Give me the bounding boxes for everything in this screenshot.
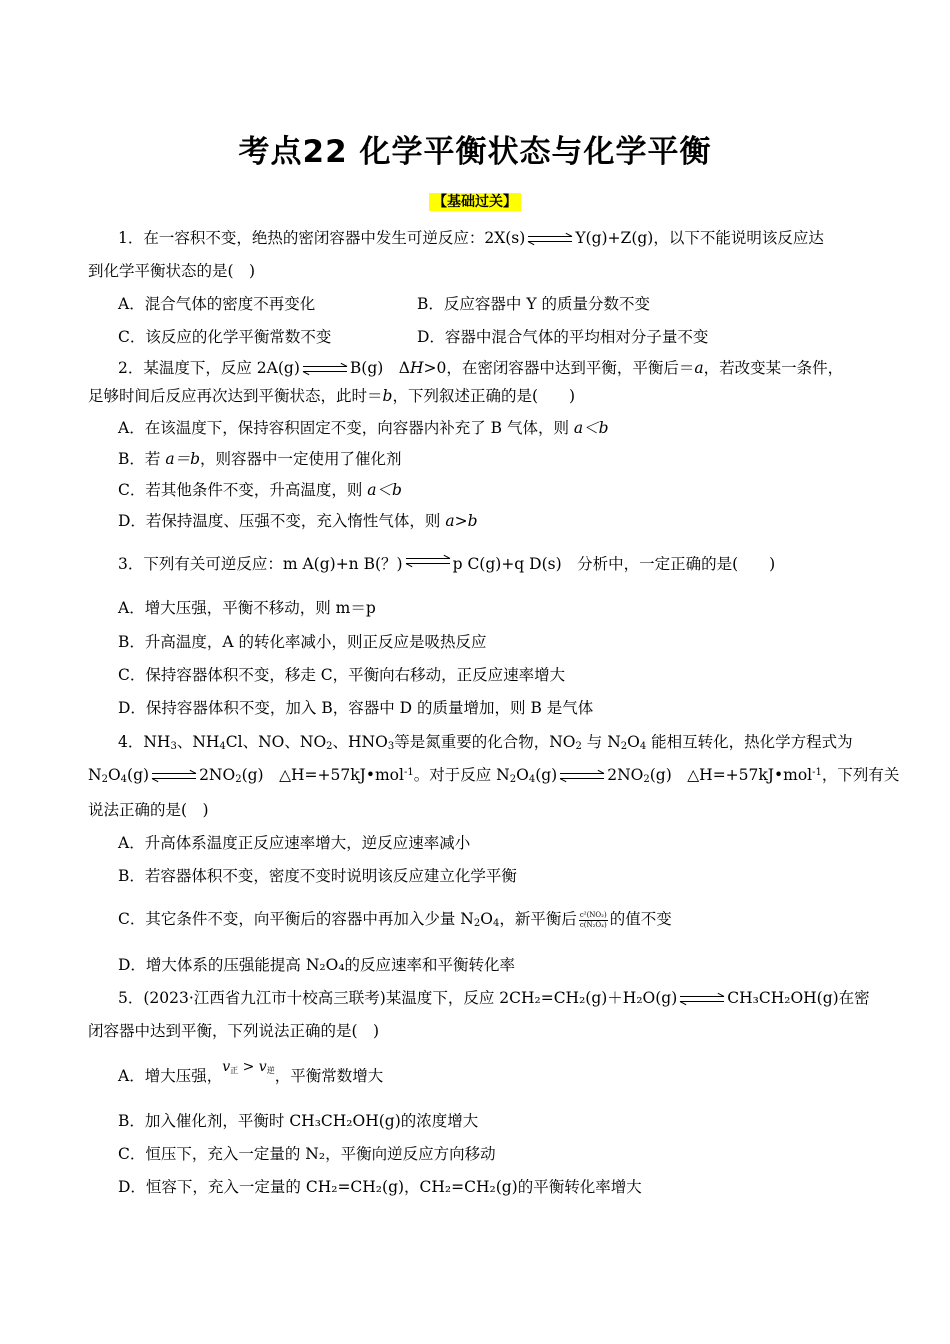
equilibrium-arrow-icon (560, 770, 604, 782)
q1-stem-cont: 到化学平衡状态的是( ) (88, 262, 256, 280)
q1-option-a: A．混合气体的密度不再变化 (118, 295, 316, 313)
section-label: 【基础过关】 (0, 191, 950, 211)
q5-option-c: C．恒压下，充入一定量的 N₂，平衡向逆反应方向移动 (118, 1145, 496, 1163)
equilibrium-arrow-icon (406, 555, 450, 567)
q2-option-b: B．若 a＝b，则容器中一定使用了催化剂 (118, 450, 402, 468)
q5-option-d: D．恒容下，充入一定量的 CH₂=CH₂(g)，CH₂=CH₂(g)的平衡转化率增大 (118, 1178, 642, 1196)
q2-option-d: D．若保持温度、压强不变，充入惰性气体，则 a>b (118, 512, 478, 530)
q3-option-d: D．保持容器体积不变，加入 B，容器中 D 的质量增加，则 B 是气体 (118, 699, 594, 717)
q2-stem-cont: 足够时间后反应再次达到平衡状态，此时＝b，下列叙述正确的是( ) (88, 387, 576, 405)
equilibrium-arrow-icon (528, 233, 572, 245)
q4-stem-cont: 说法正确的是( ) (88, 801, 209, 819)
q5-option-b: B．加入催化剂，平衡时 CH₃CH₂OH(g)的浓度增大 (118, 1112, 479, 1130)
q4-equation-line: $N_2O_4(g)$ $2NO_2(g)$ △H=+57kJ•mol$^{-1}$。对于反应 $N_2O_4(g)$ $2NO_2(g)$ △H=+57kJ•mol$^{-1}$，下列有关 (88, 766, 900, 785)
q4-stem: 4．$NH_3$、$NH_4Cl$、NO、$NO_2$、$HNO_3$等是氮重要的化合物，$NO_2$ 与 $N_2O_4$ 能相互转化，热化学方程式为 (118, 733, 853, 752)
q4-option-c: C．其它条件不变，向平衡后的容器中再加入少量 $N_2O_4$，新平衡后 $\frac{\text{c²(NO₂)}}{\text{c(N₂O₄)}}$ 的值不变 (118, 910, 672, 929)
rate-comparison: $v_正 > v_逆$ (222, 1059, 275, 1075)
q1-option-b: B．反应容器中 Y 的质量分数不变 (417, 295, 650, 313)
q3-option-c: C．保持容器体积不变，移走 C，平衡向右移动，正反应速率增大 (118, 666, 566, 684)
equilibrium-arrow-icon (152, 770, 196, 782)
concentration-ratio-fraction: $\frac{\text{c²(NO₂)}}{\text{c(N₂O₄)}}$ (579, 910, 607, 929)
q2-option-c: C．若其他条件不变，升高温度，则 a＜b (118, 481, 402, 499)
equilibrium-arrow-icon (680, 993, 724, 1005)
q5-stem: 5．(2023·江西省九江市十校高三联考)某温度下，反应 2CH₂=CH₂(g)＋H₂O(g) CH₃CH₂OH(g)在密 (118, 989, 870, 1007)
q4-option-b: B．若容器体积不变，密度不变时说明该反应建立化学平衡 (118, 867, 517, 885)
q2-stem: 2．某温度下，反应 2A(g) B(g) ΔH>0，在密闭容器中达到平衡，平衡后＝a，若改变某一条件， (118, 359, 844, 377)
q1-option-c: C．该反应的化学平衡常数不变 (118, 328, 332, 346)
q4-option-a: A．升高体系温度正反应速率增大，逆反应速率减小 (118, 834, 471, 852)
page-title: 考点22 化学平衡状态与化学平衡 (238, 134, 712, 170)
equilibrium-arrow-icon (303, 363, 347, 375)
q1-stem: 1．在一容积不变，绝热的密闭容器中发生可逆反应：2X(s) Y(g)+Z(g)，以下不能说明该反应达 (118, 229, 824, 247)
q5-stem-cont: 闭容器中达到平衡，下列说法正确的是( ) (88, 1022, 380, 1040)
q4-option-d: D．增大体系的压强能提高 N₂O₄的反应速率和平衡转化率 (118, 956, 516, 974)
q3-option-a: A．增大压强，平衡不移动，则 m＝p (118, 599, 376, 617)
q3-option-b: B．升高温度，A 的转化率减小，则正反应是吸热反应 (118, 633, 487, 651)
q1-option-d: D．容器中混合气体的平均相对分子量不变 (417, 328, 709, 346)
q3-stem: 3．下列有关可逆反应：m A(g)+n B(？) p C(g)+q D(s) 分析中，一定正确的是( ) (118, 555, 776, 573)
q2-option-a: A．在该温度下，保持容积固定不变，向容器内补充了 B 气体，则 a＜b (118, 419, 609, 437)
q5-option-a: A．增大压强，$v_正 > v_逆$，平衡常数增大 (118, 1059, 384, 1085)
